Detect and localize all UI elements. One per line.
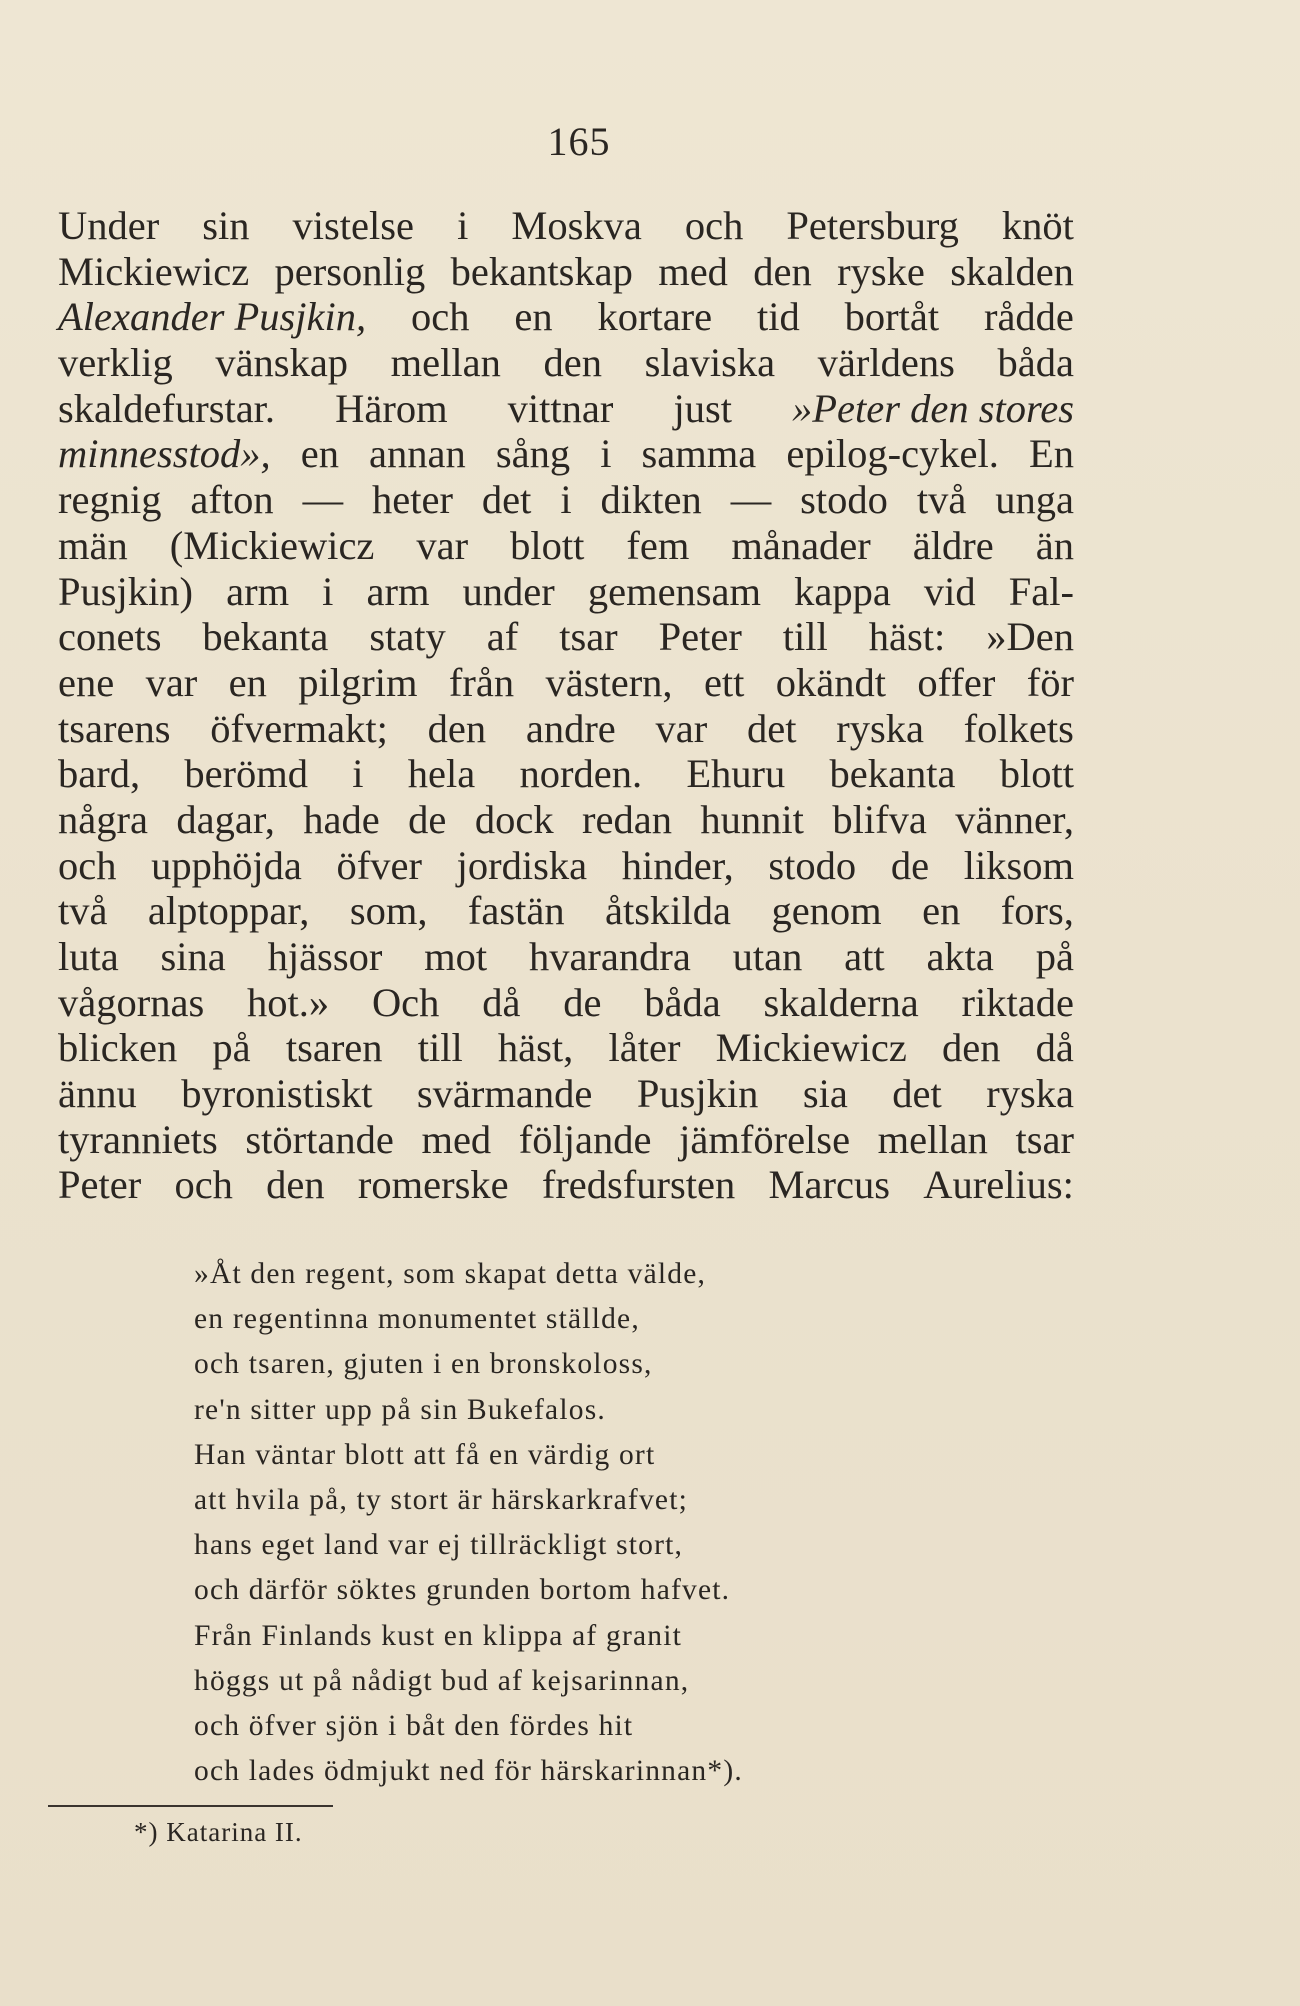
text-line xyxy=(58,614,1074,660)
word: än xyxy=(1035,522,1074,568)
word: hjässor xyxy=(267,934,383,979)
word: andre xyxy=(525,705,616,751)
word: några xyxy=(58,796,148,842)
word: folkets xyxy=(963,705,1074,751)
word: bortåt xyxy=(844,294,940,340)
word: sin xyxy=(202,203,250,248)
word: ryska xyxy=(986,1071,1074,1117)
word: öfvermakt; xyxy=(210,705,388,751)
text-line xyxy=(58,660,1074,706)
footnote: *) Katarina II. xyxy=(134,1817,303,1847)
word: dagar, xyxy=(176,796,275,842)
word: hot.» xyxy=(247,979,330,1025)
word: störtande xyxy=(245,1116,394,1162)
word: två xyxy=(916,477,967,523)
word: heter xyxy=(372,477,453,523)
poem-verse: Från Finlands kust en klippa af granit xyxy=(194,1619,683,1652)
word: liksom xyxy=(963,842,1074,888)
word: mellan xyxy=(390,340,501,386)
text-line xyxy=(58,569,1074,615)
text-line xyxy=(58,1071,1074,1117)
word: att xyxy=(844,934,885,979)
word: till xyxy=(782,614,828,660)
word: ryske xyxy=(837,248,925,294)
word: och xyxy=(684,203,744,248)
text-line xyxy=(58,751,1074,797)
text-line xyxy=(58,203,1074,249)
word: mot xyxy=(424,934,488,979)
word: de xyxy=(408,796,447,842)
word: Och xyxy=(371,979,440,1025)
word: skalderna xyxy=(763,979,919,1025)
word: män xyxy=(58,522,128,568)
word: regnig xyxy=(58,477,162,523)
word: (Mickiewicz xyxy=(169,522,375,568)
word: i xyxy=(600,431,612,477)
word: utan xyxy=(732,934,803,979)
text-line xyxy=(58,1162,1074,1208)
word: världens xyxy=(817,340,955,386)
word: var xyxy=(145,659,198,705)
word: och xyxy=(174,1162,233,1208)
text-line xyxy=(58,249,1074,295)
word: den xyxy=(266,1162,325,1208)
text-line xyxy=(58,386,1074,432)
word: de xyxy=(563,979,602,1025)
word: häst: xyxy=(868,614,946,660)
poem-stanza xyxy=(194,1252,894,1794)
word: redan xyxy=(582,796,672,842)
word: — xyxy=(730,477,772,523)
word: Moskva xyxy=(511,203,642,248)
word: sina xyxy=(160,934,226,979)
word: då xyxy=(482,979,521,1025)
word: pilgrim xyxy=(298,659,418,705)
word: äldre xyxy=(912,522,994,568)
word: en xyxy=(300,431,339,477)
poem-verse: att hvila på, ty stort är härskarkrafvet; xyxy=(194,1483,688,1516)
word: annan xyxy=(369,431,466,477)
word: genom xyxy=(771,888,882,934)
word: offer xyxy=(917,659,996,705)
word: alptoppar, xyxy=(147,888,310,934)
word: romerske xyxy=(357,1162,509,1208)
word: ryska xyxy=(836,705,924,751)
word: hunnit xyxy=(700,796,804,842)
word: och xyxy=(411,294,470,340)
text-line xyxy=(58,934,1074,980)
word: bekanta xyxy=(829,751,956,797)
word: Ehuru xyxy=(686,751,786,797)
word: ännu xyxy=(58,1071,137,1117)
word: samma xyxy=(641,431,757,477)
word: följande xyxy=(518,1116,652,1162)
word: åtskilda xyxy=(605,888,732,934)
word: kappa xyxy=(794,568,891,614)
word: vittnar xyxy=(507,385,614,431)
word: tsar xyxy=(559,614,618,660)
word: med xyxy=(658,248,728,294)
word: Peter xyxy=(58,1162,142,1208)
word: i xyxy=(322,568,334,614)
word: stodo xyxy=(800,477,888,523)
word: just xyxy=(673,385,732,431)
word: vänskap xyxy=(215,340,349,386)
word: vistelse xyxy=(292,203,415,248)
text-line xyxy=(58,523,1074,569)
text-line xyxy=(58,1117,1074,1163)
word: ene xyxy=(58,659,115,705)
word: och xyxy=(58,842,117,888)
word: blifva xyxy=(832,796,927,842)
word: de xyxy=(890,842,930,888)
poem-verse: Han väntar blott att få en värdig ort xyxy=(194,1438,656,1471)
text-line xyxy=(58,294,1074,340)
text-line xyxy=(58,340,1074,386)
text-line xyxy=(58,706,1074,752)
word: tsaren xyxy=(285,1025,383,1071)
word: minnesstod», xyxy=(58,431,271,477)
word: gemensam xyxy=(587,568,762,614)
word: tid xyxy=(757,294,800,340)
word: två xyxy=(58,888,108,934)
poem-verse: och lades ödmjukt ned för härskarinnan*). xyxy=(194,1755,743,1788)
text-line xyxy=(58,477,1074,523)
word: upphöjda xyxy=(151,842,302,888)
word: vågornas xyxy=(58,979,205,1025)
word: en xyxy=(922,888,961,934)
word: »Peter den stores xyxy=(792,385,1074,431)
word: i xyxy=(352,751,364,797)
text-line xyxy=(58,843,1074,889)
word: byronistiskt xyxy=(181,1071,373,1117)
word: skaldefurstar. xyxy=(58,385,276,431)
word: häst, xyxy=(497,1025,574,1071)
poem-verse: höggs ut på nådigt bud af kejsarinnan, xyxy=(194,1664,690,1697)
word: skalden xyxy=(950,248,1074,294)
word: conets xyxy=(58,614,162,660)
word: då xyxy=(1035,1025,1074,1071)
word: den xyxy=(941,1025,1001,1071)
word: staty xyxy=(369,614,446,660)
word: med xyxy=(421,1116,492,1162)
word: en xyxy=(514,294,553,340)
word: det xyxy=(481,477,532,523)
word: det xyxy=(746,705,797,751)
word: på xyxy=(212,1025,251,1071)
text-line xyxy=(58,797,1074,843)
poem-verse: och öfver sjön i båt den fördes hit xyxy=(194,1709,634,1742)
page-number: 165 xyxy=(547,119,611,164)
word: Härom xyxy=(335,385,448,431)
word: Petersburg xyxy=(786,203,959,248)
body-paragraph xyxy=(58,203,1074,1208)
poem-verse: och därför söktes grunden bortom hafvet. xyxy=(194,1574,731,1607)
word: Mickiewicz xyxy=(715,1025,907,1071)
word: stodo xyxy=(768,842,857,888)
word: västern, xyxy=(545,659,673,705)
word: sång xyxy=(495,431,571,477)
word: fem xyxy=(626,522,690,568)
word: den xyxy=(427,705,487,751)
footnote-divider xyxy=(48,1805,333,1807)
poem-verse: »Åt den regent, som skapat detta välde, xyxy=(194,1258,707,1290)
word: mellan xyxy=(877,1116,988,1162)
word: under xyxy=(462,568,555,614)
word: från xyxy=(448,659,515,705)
word: En xyxy=(1029,431,1074,477)
word: båda xyxy=(997,340,1074,386)
word: af xyxy=(486,614,519,660)
poem-verse: och tsaren, gjuten i en bronskoloss, xyxy=(194,1348,653,1381)
word: epilog-cykel. xyxy=(786,431,999,477)
word: på xyxy=(1035,934,1074,979)
word: hvarandra xyxy=(528,934,691,979)
word: tsarens xyxy=(58,705,171,751)
word: låter xyxy=(608,1025,681,1071)
word: »Den xyxy=(986,614,1074,660)
word: som, xyxy=(349,888,428,934)
word: Alexander Pusjkin, xyxy=(58,294,367,340)
word: berömd xyxy=(184,751,309,797)
word: hela xyxy=(407,751,476,797)
word: Fal- xyxy=(1008,568,1074,614)
word: Peter xyxy=(658,614,742,660)
word: öfver xyxy=(336,842,422,888)
word: akta xyxy=(926,934,994,979)
word: den xyxy=(543,340,602,386)
word: norden. xyxy=(519,751,643,797)
word: arm xyxy=(226,568,290,614)
word: tyranniets xyxy=(58,1116,218,1162)
word: i xyxy=(457,203,469,248)
word: arm xyxy=(366,568,430,614)
word: sia xyxy=(802,1071,848,1117)
poem-verse: hans eget land var ej tillräckligt stort, xyxy=(194,1529,684,1562)
word: hinder, xyxy=(621,842,734,888)
word: riktade xyxy=(961,979,1074,1025)
poem-verse: re'n sitter upp på sin Bukefalos. xyxy=(194,1393,606,1426)
word: verklig xyxy=(58,340,173,386)
word: okändt xyxy=(775,659,887,705)
word: för xyxy=(1026,659,1074,705)
word: jämförelse xyxy=(679,1116,851,1162)
word: — xyxy=(302,477,344,523)
word: tsar xyxy=(1015,1116,1074,1162)
word: afton xyxy=(190,477,274,523)
word: till xyxy=(417,1025,463,1071)
word: dikten xyxy=(600,477,702,523)
word: slaviska xyxy=(644,340,776,386)
word: Pusjkin) xyxy=(58,568,194,614)
word: personlig xyxy=(274,248,426,294)
word: den xyxy=(753,248,812,294)
word: luta xyxy=(58,934,119,979)
word: Marcus xyxy=(768,1162,890,1208)
text-line xyxy=(58,980,1074,1026)
word: bekantskap xyxy=(450,248,633,294)
text-line xyxy=(58,1025,1074,1071)
word: Pusjkin xyxy=(636,1071,759,1117)
word: bekanta xyxy=(202,614,329,660)
word: blicken xyxy=(58,1025,178,1071)
word: Mickiewicz xyxy=(58,248,250,294)
word: månader xyxy=(731,522,871,568)
word: var xyxy=(416,522,469,568)
word: fredsfursten xyxy=(541,1162,736,1208)
word: rådde xyxy=(983,294,1074,340)
word: dock xyxy=(474,796,554,842)
word: svärmande xyxy=(416,1071,593,1117)
text-line xyxy=(58,888,1074,934)
word: Under xyxy=(58,203,160,248)
poem-verse: en regentinna monumentet ställde, xyxy=(194,1303,640,1336)
word: blott xyxy=(510,522,585,568)
word: bard, xyxy=(58,751,141,797)
word: jordiska xyxy=(456,842,588,888)
word: blott xyxy=(999,751,1074,797)
word: i xyxy=(560,477,572,523)
word: det xyxy=(892,1071,942,1117)
word: vänner, xyxy=(955,796,1074,842)
word: en xyxy=(228,659,267,705)
word: vid xyxy=(923,568,976,614)
word: knöt xyxy=(1001,203,1074,248)
word: fastän xyxy=(467,888,565,934)
word: var xyxy=(655,705,708,751)
word: unga xyxy=(995,477,1074,523)
word: hade xyxy=(303,796,380,842)
word: ett xyxy=(703,659,745,705)
word: kortare xyxy=(597,294,713,340)
word: båda xyxy=(644,979,721,1025)
word: Aurelius: xyxy=(923,1162,1074,1208)
word: fors, xyxy=(1000,888,1074,934)
text-line xyxy=(58,431,1074,477)
